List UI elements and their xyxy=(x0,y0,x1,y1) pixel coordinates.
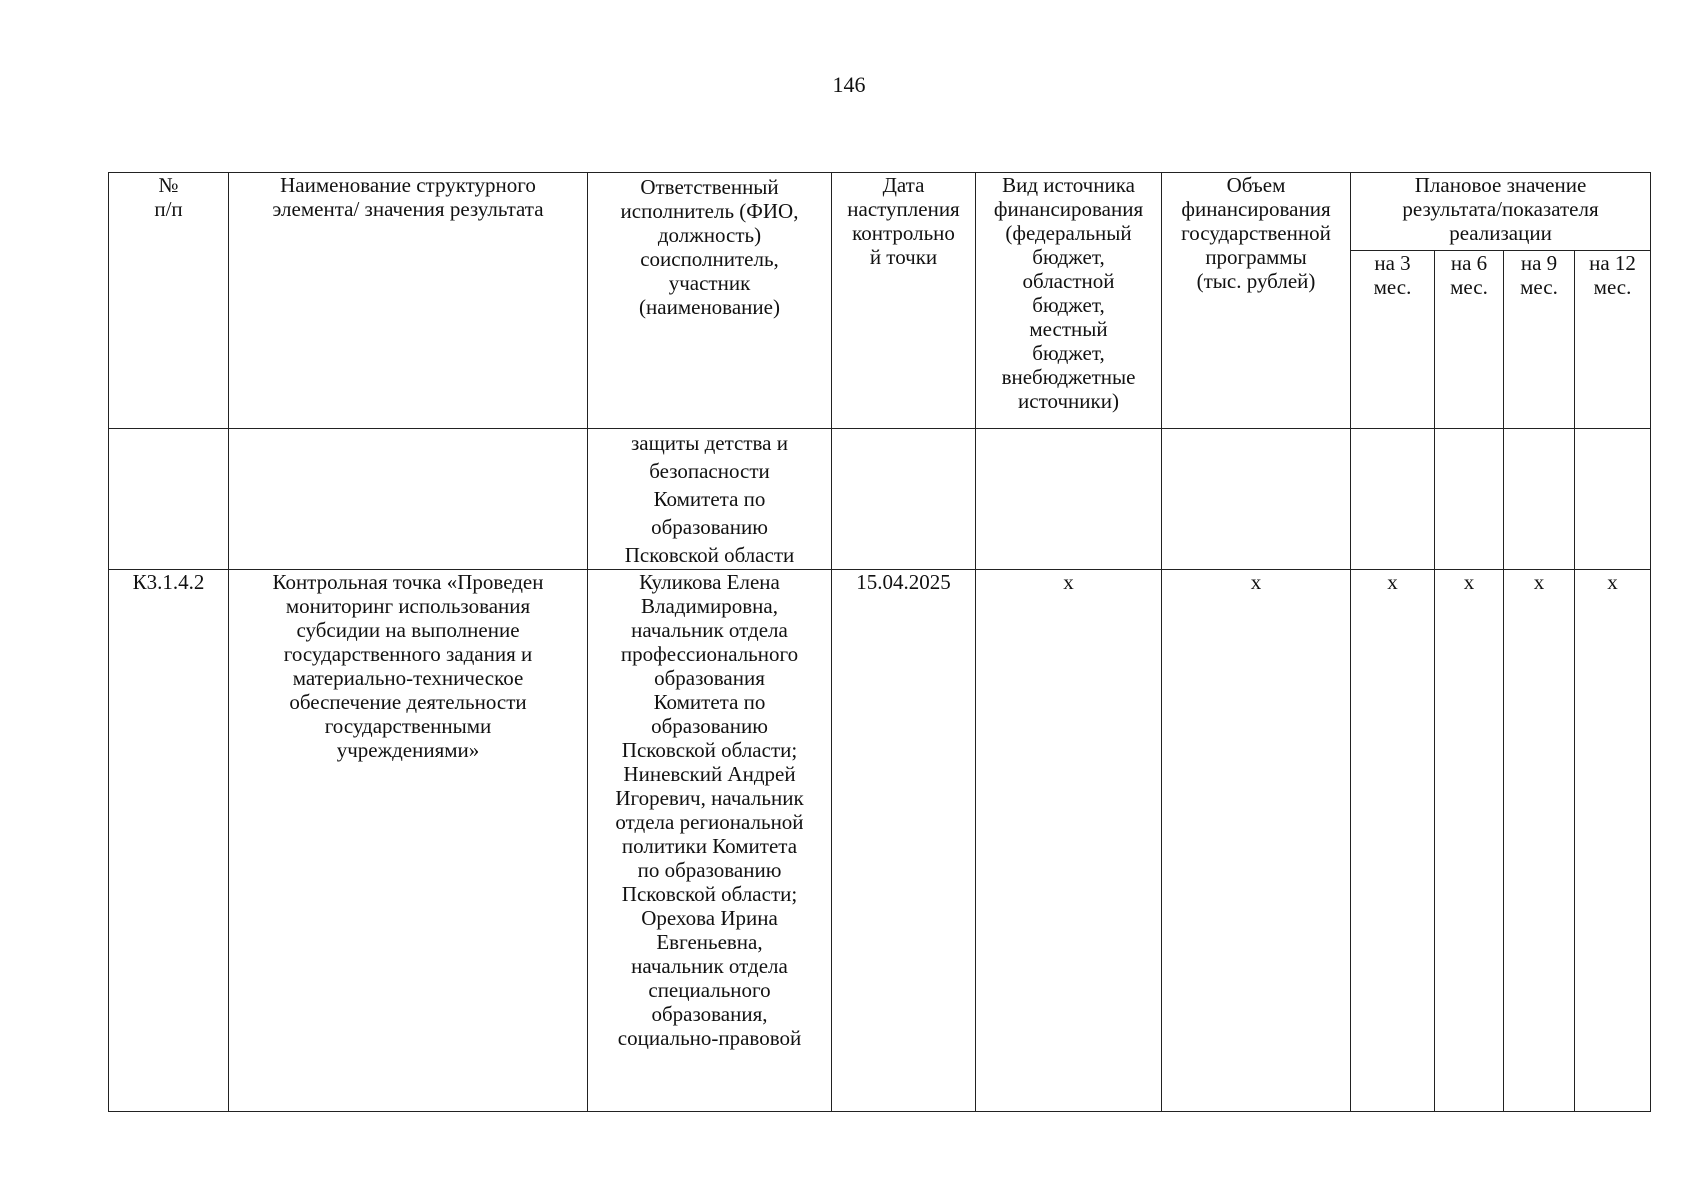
header-period-9: на 9 мес. xyxy=(1504,251,1575,429)
cell-p6 xyxy=(1435,429,1504,570)
header-name: Наименование структурного элемента/ значения результата xyxy=(229,173,588,429)
header-period-6: на 6 мес. xyxy=(1435,251,1504,429)
cell-num: К3.1.4.2 xyxy=(109,570,229,1112)
header-row xyxy=(109,173,1651,251)
cell-source xyxy=(976,429,1162,570)
header-period-3: на 3 мес. xyxy=(1351,251,1435,429)
cell-date xyxy=(832,429,976,570)
control-points-table xyxy=(108,172,1651,1112)
cell-p12 xyxy=(1575,429,1651,570)
cell-volume xyxy=(1162,429,1351,570)
header-volume: Объем финансирования государственной программы (тыс. рублей) xyxy=(1162,173,1351,429)
cell-source: х xyxy=(976,570,1162,1112)
cell-p9: х xyxy=(1504,570,1575,1112)
cell-p3: х xyxy=(1351,570,1435,1112)
cell-p9 xyxy=(1504,429,1575,570)
cell-num xyxy=(109,429,229,570)
header-executor: Ответственный исполнитель (ФИО, должность) соисполнитель, участник (наименование) xyxy=(588,173,832,429)
page-number: 146 xyxy=(832,72,866,97)
cell-name xyxy=(229,429,588,570)
cell-name: Контрольная точка «Проведен мониторинг использования субсидии на выполнение государственного задания и материально-техническое обеспечение деятельности государственными учреждениями» xyxy=(229,570,588,1112)
header-plan: Плановое значение результата/показателя реализации xyxy=(1351,173,1651,251)
header-date: Дата наступления контрольно й точки xyxy=(832,173,976,429)
cell-executor: защиты детства и безопасности Комитета по образованию Псковской области xyxy=(588,429,832,570)
header-num: № п/п xyxy=(109,173,229,429)
cell-date: 15.04.2025 xyxy=(832,570,976,1112)
cell-p12: х xyxy=(1575,570,1651,1112)
table-row xyxy=(109,429,1651,570)
header-period-12: на 12 мес. xyxy=(1575,251,1651,429)
header-source: Вид источника финансирования (федеральный бюджет, областной бюджет, местный бюджет, внебюджетные источники) xyxy=(976,173,1162,429)
cell-p6: х xyxy=(1435,570,1504,1112)
cell-executor: Куликова Елена Владимировна, начальник отдела профессионального образования Комитета по образованию Псковской области; Ниневский Андрей Игоревич, начальник отдела региональной политики Комитета по образованию Псковской области; Орехова Ирина Евгеньевна, начальник отдела специального образования, социально-правовой xyxy=(588,570,832,1112)
table-row xyxy=(109,570,1651,1112)
cell-volume: х xyxy=(1162,570,1351,1112)
cell-p3 xyxy=(1351,429,1435,570)
